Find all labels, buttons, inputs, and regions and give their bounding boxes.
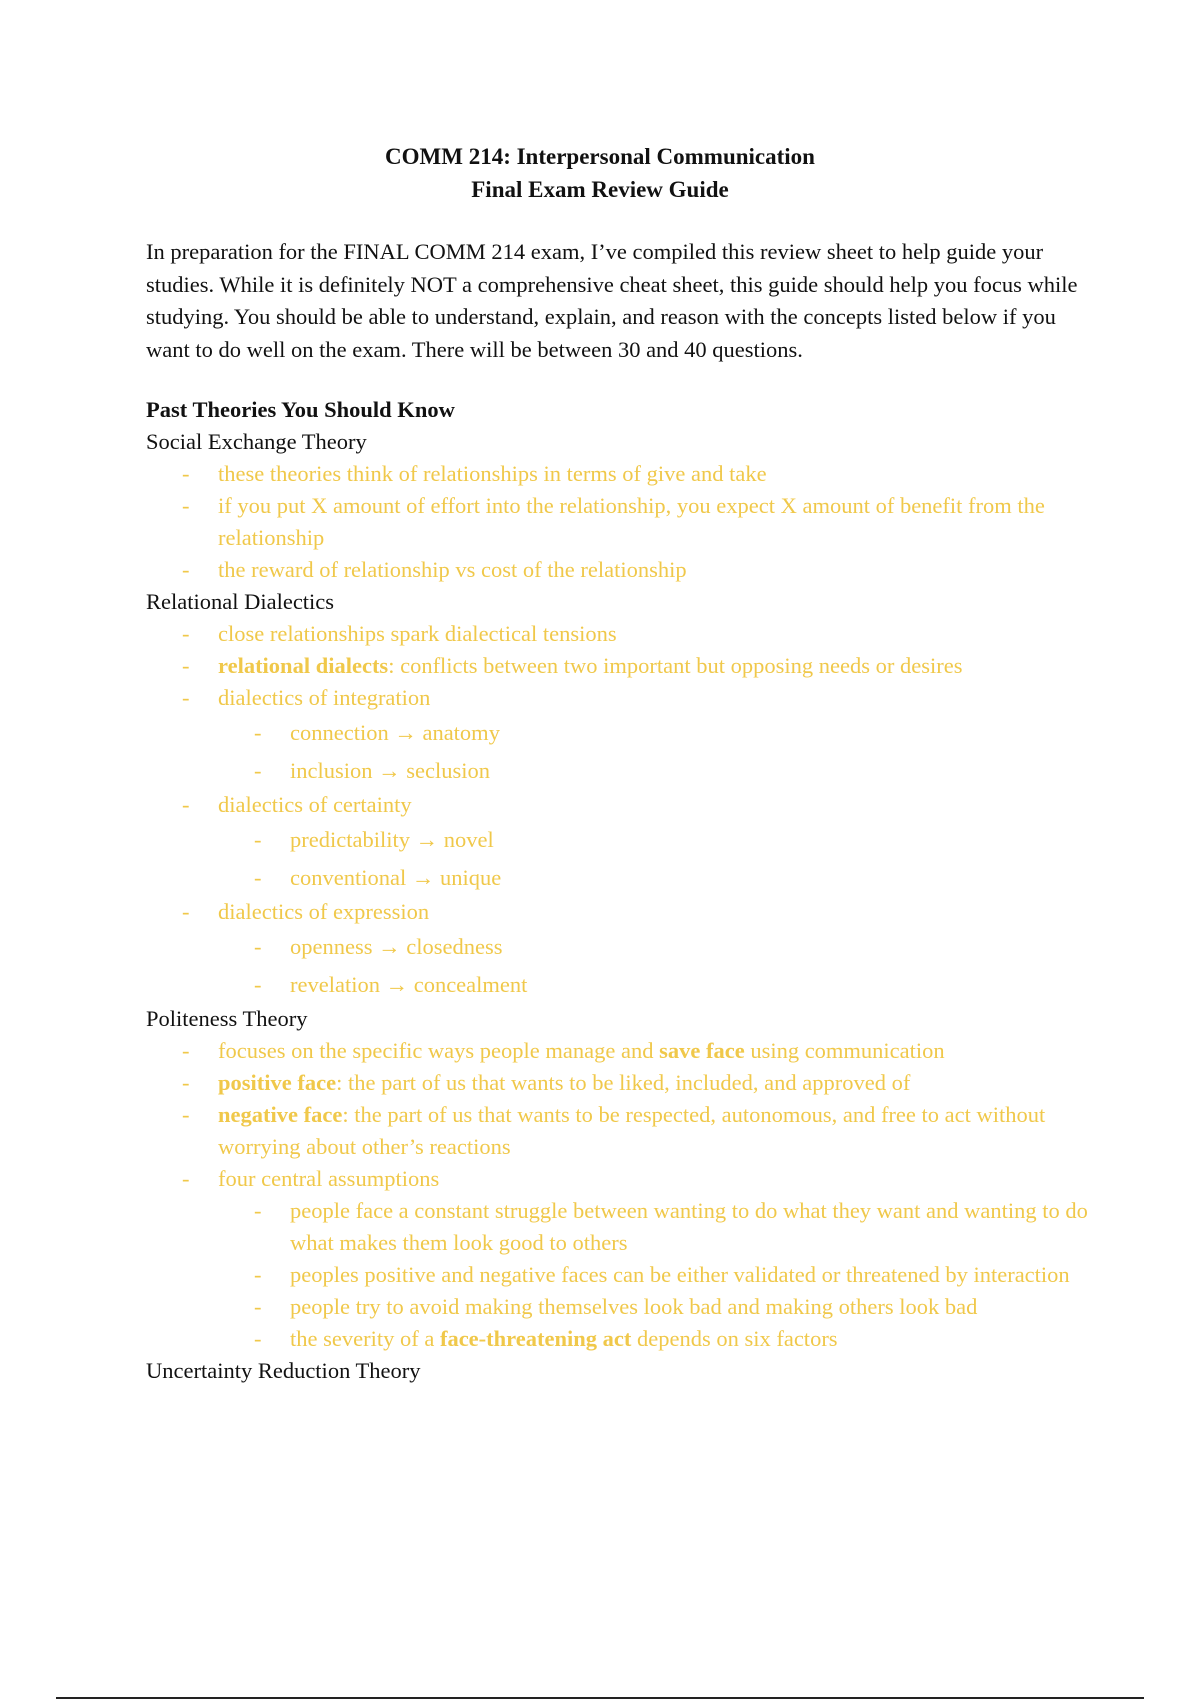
sub-list-item: - peoples positive and negative faces can be either validated or threatened by interaction [254,1262,1070,1287]
list-item: - close relationships spark dialectical tensions [182,621,617,646]
politeness-list [146,1035,1091,1355]
list-item: - four central assumptions - people face a constant struggle between wanting to do what they want and wanting to do what makes them look good to others - peoples positive and negative faces can be either validated or threatened by interaction - people try to avoid making themselves look bad and making others look bad - the severity of a face-threatening act depends on six factors [146,1163,1091,1355]
term-positive-face: positive face [218,1070,337,1095]
list-item: - dialectics of integration - connection → anatomy - inclusion → seclusion [146,682,1091,789]
sub-list-item: - connection → anatomy [254,720,500,745]
list-item: - positive face: the part of us that wants to be liked, included, and approved of [182,1070,911,1095]
list-item: - negative face: the part of us that wants to be respected, autonomous, and free to act without worrying about other’s reactions [182,1102,1046,1159]
sub-list-item: - conventional → unique [254,864,502,890]
sub-list-item: - the severity of a face-threatening act depends on six factors [254,1326,838,1351]
integration-sublist [218,714,1091,789]
term-face-threatening-act: face-threatening act [439,1326,632,1351]
page-bottom-divider [56,1697,1144,1699]
sub-list-item: - revelation → concealment [254,971,528,997]
relational-dialectics-list [146,618,1091,1003]
document-header [0,140,1200,206]
document-subtitle: Final Exam Review Guide [471,177,729,202]
theories-section [146,394,1091,1387]
sub-list-item: - openness → closedness [254,934,503,959]
expression-sublist [218,928,1091,1003]
theory-title-relational-dialectics: Relational Dialectics [146,589,335,614]
list-item: - focuses on the specific ways people manage and save face using communication [182,1038,945,1063]
list-item: - these theories think of relationships in terms of give and take [182,461,767,486]
social-exchange-list [146,458,1091,586]
term-save-face: save face [659,1038,745,1063]
list-item: - if you put X amount of effort into the relationship, you expect X amount of benefit from the relationship [182,493,1045,550]
assumptions-sublist [218,1195,1091,1355]
list-item: - the reward of relationship vs cost of the relationship [182,557,687,582]
theory-title-politeness: Politeness Theory [146,1006,308,1031]
term-relational-dialects: relational dialects [218,653,389,678]
list-item: - relational dialects: conflicts between two important but opposing needs or desires [182,653,963,678]
list-item: - dialectics of expression - openness → closedness - revelation → concealment [146,896,1091,1003]
certainty-sublist [218,821,1091,896]
sub-list-item: - people face a constant struggle between wanting to do what they want and wanting to do what makes them look good to others [254,1198,1088,1255]
sub-list-item: - inclusion → seclusion [254,757,490,783]
document-title: COMM 214: Interpersonal Communication [385,144,815,169]
theory-title-social-exchange: Social Exchange Theory [146,429,367,454]
sub-list-item: - predictability → novel [254,827,494,852]
term-negative-face: negative face [218,1102,343,1127]
intro-paragraph: In preparation for the FINAL COMM 214 exam, I’ve compiled this review sheet to help guide your studies. While it is definitely NOT a comprehensive cheat sheet, this guide should help you focus while studying. You should be able to understand, explain, and reason with the concepts listed below if you want to do well on the exam. There will be between 30 and 40 questions. [146,239,1078,362]
theory-title-uncertainty-reduction: Uncertainty Reduction Theory [146,1358,421,1383]
section-heading: Past Theories You Should Know [146,397,455,422]
list-item: - dialectics of certainty - predictability → novel - conventional → unique [146,789,1091,896]
sub-list-item: - people try to avoid making themselves look bad and making others look bad [254,1294,978,1319]
